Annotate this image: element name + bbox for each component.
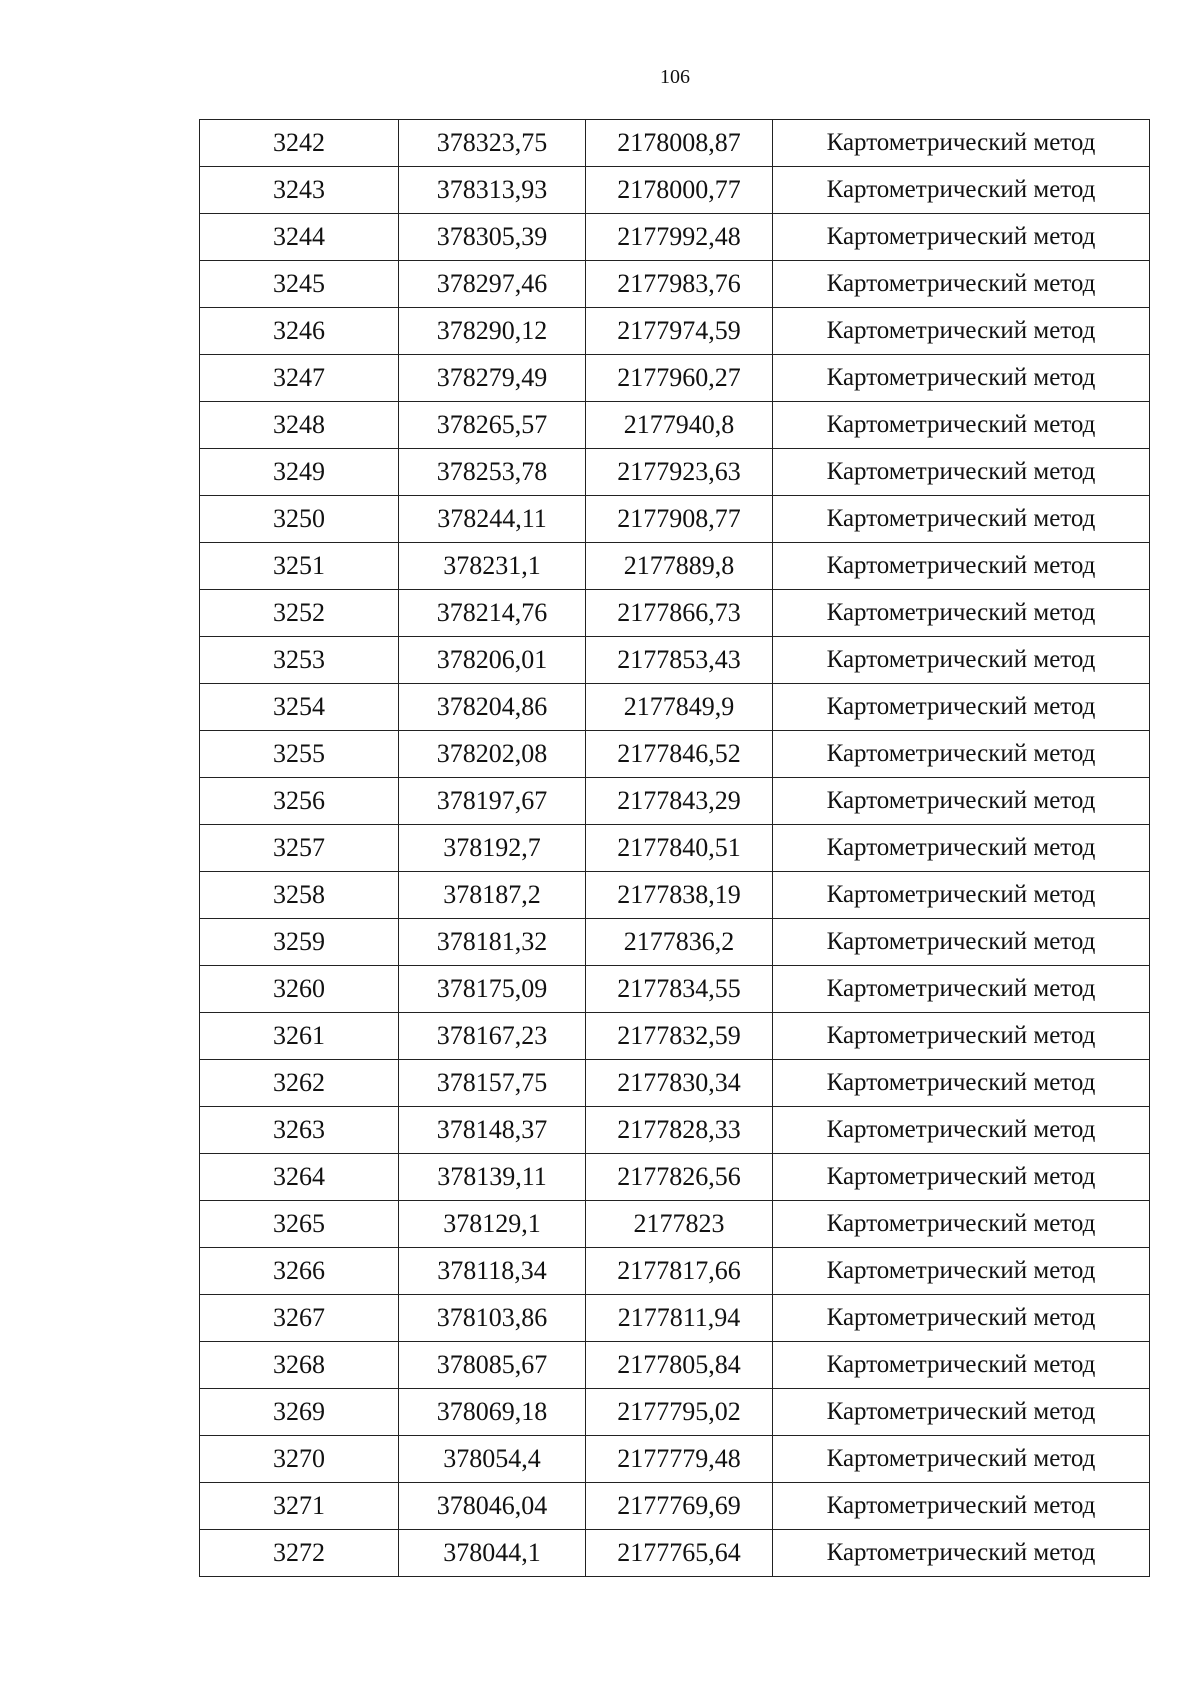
point-number-cell: 3247 [200, 355, 399, 402]
method-cell: Картометрический метод [773, 1342, 1150, 1389]
point-number-cell: 3267 [200, 1295, 399, 1342]
x-coordinate-cell: 378323,75 [399, 120, 586, 167]
point-number-cell: 3271 [200, 1483, 399, 1530]
point-number-cell: 3263 [200, 1107, 399, 1154]
method-cell: Картометрический метод [773, 966, 1150, 1013]
point-number-cell: 3249 [200, 449, 399, 496]
table-row [200, 1530, 1150, 1577]
table-row [200, 402, 1150, 449]
method-cell: Картометрический метод [773, 261, 1150, 308]
table-row [200, 308, 1150, 355]
y-coordinate-cell: 2177846,52 [586, 731, 773, 778]
table-row [200, 543, 1150, 590]
point-number-cell: 3253 [200, 637, 399, 684]
method-cell: Картометрический метод [773, 1530, 1150, 1577]
y-coordinate-cell: 2177769,69 [586, 1483, 773, 1530]
x-coordinate-cell: 378129,1 [399, 1201, 586, 1248]
y-coordinate-cell: 2177940,8 [586, 402, 773, 449]
y-coordinate-cell: 2177992,48 [586, 214, 773, 261]
table-row [200, 966, 1150, 1013]
x-coordinate-cell: 378148,37 [399, 1107, 586, 1154]
method-cell: Картометрический метод [773, 120, 1150, 167]
point-number-cell: 3244 [200, 214, 399, 261]
x-coordinate-cell: 378214,76 [399, 590, 586, 637]
point-number-cell: 3265 [200, 1201, 399, 1248]
table-row [200, 1201, 1150, 1248]
x-coordinate-cell: 378192,7 [399, 825, 586, 872]
point-number-cell: 3259 [200, 919, 399, 966]
table-row [200, 261, 1150, 308]
method-cell: Картометрический метод [773, 778, 1150, 825]
method-cell: Картометрический метод [773, 308, 1150, 355]
x-coordinate-cell: 378187,2 [399, 872, 586, 919]
x-coordinate-cell: 378157,75 [399, 1060, 586, 1107]
y-coordinate-cell: 2177832,59 [586, 1013, 773, 1060]
table-row [200, 214, 1150, 261]
table-row [200, 120, 1150, 167]
point-number-cell: 3251 [200, 543, 399, 590]
x-coordinate-cell: 378206,01 [399, 637, 586, 684]
y-coordinate-cell: 2178000,77 [586, 167, 773, 214]
coordinates-table [199, 119, 1150, 1577]
table-row [200, 1060, 1150, 1107]
method-cell: Картометрический метод [773, 731, 1150, 778]
method-cell: Картометрический метод [773, 1013, 1150, 1060]
x-coordinate-cell: 378167,23 [399, 1013, 586, 1060]
table-row [200, 167, 1150, 214]
point-number-cell: 3272 [200, 1530, 399, 1577]
x-coordinate-cell: 378244,11 [399, 496, 586, 543]
table-row [200, 778, 1150, 825]
table-row [200, 1342, 1150, 1389]
table-row [200, 1107, 1150, 1154]
y-coordinate-cell: 2177830,34 [586, 1060, 773, 1107]
y-coordinate-cell: 2177826,56 [586, 1154, 773, 1201]
table-row [200, 496, 1150, 543]
table-row [200, 1154, 1150, 1201]
method-cell: Картометрический метод [773, 449, 1150, 496]
point-number-cell: 3260 [200, 966, 399, 1013]
x-coordinate-cell: 378118,34 [399, 1248, 586, 1295]
method-cell: Картометрический метод [773, 1201, 1150, 1248]
method-cell: Картометрический метод [773, 355, 1150, 402]
point-number-cell: 3243 [200, 167, 399, 214]
y-coordinate-cell: 2177828,33 [586, 1107, 773, 1154]
point-number-cell: 3261 [200, 1013, 399, 1060]
table-row [200, 1248, 1150, 1295]
y-coordinate-cell: 2177811,94 [586, 1295, 773, 1342]
method-cell: Картометрический метод [773, 214, 1150, 261]
point-number-cell: 3264 [200, 1154, 399, 1201]
point-number-cell: 3246 [200, 308, 399, 355]
method-cell: Картометрический метод [773, 590, 1150, 637]
y-coordinate-cell: 2177840,51 [586, 825, 773, 872]
table-row [200, 731, 1150, 778]
table-row [200, 684, 1150, 731]
point-number-cell: 3269 [200, 1389, 399, 1436]
point-number-cell: 3242 [200, 120, 399, 167]
y-coordinate-cell: 2177960,27 [586, 355, 773, 402]
y-coordinate-cell: 2177974,59 [586, 308, 773, 355]
page-number: 106 [660, 66, 690, 88]
method-cell: Картометрический метод [773, 1107, 1150, 1154]
table-row [200, 919, 1150, 966]
x-coordinate-cell: 378069,18 [399, 1389, 586, 1436]
x-coordinate-cell: 378279,49 [399, 355, 586, 402]
method-cell: Картометрический метод [773, 1483, 1150, 1530]
table-row [200, 449, 1150, 496]
y-coordinate-cell: 2177834,55 [586, 966, 773, 1013]
point-number-cell: 3254 [200, 684, 399, 731]
method-cell: Картометрический метод [773, 1248, 1150, 1295]
point-number-cell: 3257 [200, 825, 399, 872]
y-coordinate-cell: 2177853,43 [586, 637, 773, 684]
x-coordinate-cell: 378181,32 [399, 919, 586, 966]
point-number-cell: 3270 [200, 1436, 399, 1483]
x-coordinate-cell: 378265,57 [399, 402, 586, 449]
x-coordinate-cell: 378204,86 [399, 684, 586, 731]
method-cell: Картометрический метод [773, 543, 1150, 590]
y-coordinate-cell: 2177923,63 [586, 449, 773, 496]
x-coordinate-cell: 378044,1 [399, 1530, 586, 1577]
table-row [200, 637, 1150, 684]
x-coordinate-cell: 378054,4 [399, 1436, 586, 1483]
y-coordinate-cell: 2177838,19 [586, 872, 773, 919]
method-cell: Картометрический метод [773, 402, 1150, 449]
point-number-cell: 3268 [200, 1342, 399, 1389]
x-coordinate-cell: 378231,1 [399, 543, 586, 590]
table-row [200, 1389, 1150, 1436]
method-cell: Картометрический метод [773, 1436, 1150, 1483]
y-coordinate-cell: 2177823 [586, 1201, 773, 1248]
table-row [200, 825, 1150, 872]
method-cell: Картометрический метод [773, 872, 1150, 919]
y-coordinate-cell: 2177765,64 [586, 1530, 773, 1577]
x-coordinate-cell: 378139,11 [399, 1154, 586, 1201]
x-coordinate-cell: 378202,08 [399, 731, 586, 778]
y-coordinate-cell: 2177805,84 [586, 1342, 773, 1389]
point-number-cell: 3262 [200, 1060, 399, 1107]
x-coordinate-cell: 378197,67 [399, 778, 586, 825]
x-coordinate-cell: 378305,39 [399, 214, 586, 261]
x-coordinate-cell: 378085,67 [399, 1342, 586, 1389]
x-coordinate-cell: 378313,93 [399, 167, 586, 214]
point-number-cell: 3255 [200, 731, 399, 778]
method-cell: Картометрический метод [773, 1060, 1150, 1107]
method-cell: Картометрический метод [773, 1389, 1150, 1436]
point-number-cell: 3248 [200, 402, 399, 449]
x-coordinate-cell: 378290,12 [399, 308, 586, 355]
y-coordinate-cell: 2177889,8 [586, 543, 773, 590]
y-coordinate-cell: 2177843,29 [586, 778, 773, 825]
method-cell: Картометрический метод [773, 1154, 1150, 1201]
table-body [200, 120, 1150, 1577]
x-coordinate-cell: 378046,04 [399, 1483, 586, 1530]
y-coordinate-cell: 2177866,73 [586, 590, 773, 637]
table-row [200, 872, 1150, 919]
method-cell: Картометрический метод [773, 919, 1150, 966]
table-row [200, 1013, 1150, 1060]
y-coordinate-cell: 2177908,77 [586, 496, 773, 543]
point-number-cell: 3266 [200, 1248, 399, 1295]
table-row [200, 590, 1150, 637]
y-coordinate-cell: 2177836,2 [586, 919, 773, 966]
method-cell: Картометрический метод [773, 1295, 1150, 1342]
point-number-cell: 3250 [200, 496, 399, 543]
point-number-cell: 3258 [200, 872, 399, 919]
method-cell: Картометрический метод [773, 684, 1150, 731]
y-coordinate-cell: 2177795,02 [586, 1389, 773, 1436]
method-cell: Картометрический метод [773, 825, 1150, 872]
x-coordinate-cell: 378297,46 [399, 261, 586, 308]
method-cell: Картометрический метод [773, 167, 1150, 214]
y-coordinate-cell: 2177817,66 [586, 1248, 773, 1295]
table-row [200, 355, 1150, 402]
y-coordinate-cell: 2177983,76 [586, 261, 773, 308]
x-coordinate-cell: 378253,78 [399, 449, 586, 496]
y-coordinate-cell: 2177779,48 [586, 1436, 773, 1483]
x-coordinate-cell: 378175,09 [399, 966, 586, 1013]
x-coordinate-cell: 378103,86 [399, 1295, 586, 1342]
method-cell: Картометрический метод [773, 496, 1150, 543]
y-coordinate-cell: 2178008,87 [586, 120, 773, 167]
table-row [200, 1295, 1150, 1342]
point-number-cell: 3252 [200, 590, 399, 637]
point-number-cell: 3256 [200, 778, 399, 825]
method-cell: Картометрический метод [773, 637, 1150, 684]
table-row [200, 1436, 1150, 1483]
table-row [200, 1483, 1150, 1530]
y-coordinate-cell: 2177849,9 [586, 684, 773, 731]
point-number-cell: 3245 [200, 261, 399, 308]
